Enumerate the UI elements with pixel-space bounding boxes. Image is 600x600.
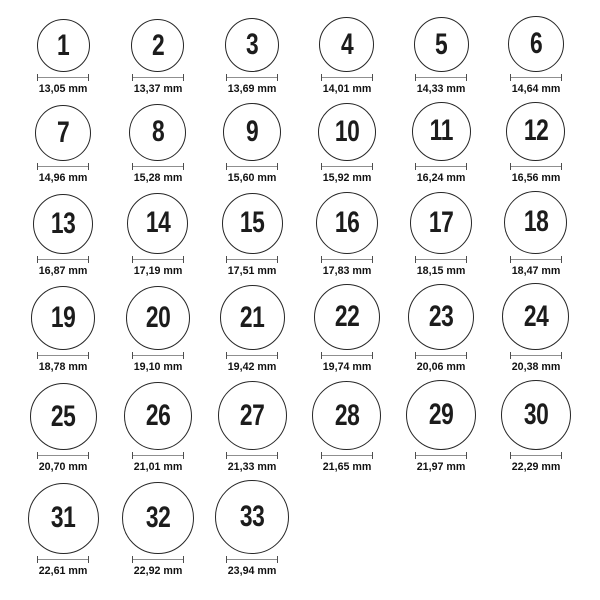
diameter-measure-line xyxy=(415,74,467,81)
diameter-label: 15,28 mm xyxy=(133,171,183,184)
ring-size-number: 1 xyxy=(57,28,70,62)
ring-size-item xyxy=(205,18,300,96)
ring-circle xyxy=(502,283,569,350)
diameter-measure-line xyxy=(132,452,184,459)
chart-row xyxy=(16,480,584,578)
ring-size-number: 31 xyxy=(50,501,76,535)
ring-circle xyxy=(501,380,571,450)
ring-size-item xyxy=(205,193,300,278)
diameter-label: 16,24 mm xyxy=(416,171,466,184)
ring-size-number: 32 xyxy=(145,500,171,534)
ring-size-item xyxy=(300,17,395,96)
ring-size-item xyxy=(205,480,300,578)
diameter-measure-line xyxy=(37,256,89,263)
diameter-label: 18,15 mm xyxy=(416,264,466,277)
diameter-measure-line xyxy=(37,556,89,563)
ring-size-item xyxy=(394,102,489,185)
diameter-label: 14,01 mm xyxy=(322,83,372,95)
ring-size-item xyxy=(489,16,584,96)
diameter-measure-line xyxy=(510,74,562,81)
ring-size-item xyxy=(489,283,584,374)
ring-size-item xyxy=(16,194,111,278)
ring-size-number: 22 xyxy=(334,300,360,334)
ring-circle xyxy=(126,286,190,350)
ring-size-item xyxy=(489,191,584,278)
diameter-measure-line xyxy=(37,352,89,359)
ring-size-number: 26 xyxy=(145,399,171,432)
chart-row xyxy=(16,191,584,278)
diameter-label: 21,97 mm xyxy=(416,461,466,473)
diameter-label: 17,83 mm xyxy=(322,264,372,277)
ring-circle xyxy=(508,16,564,72)
ring-circle xyxy=(131,19,184,72)
ring-circle xyxy=(127,193,188,254)
diameter-label: 22,92 mm xyxy=(133,564,183,577)
diameter-label: 16,56 mm xyxy=(511,171,561,184)
diameter-measure-line xyxy=(321,163,373,170)
diameter-label: 21,65 mm xyxy=(322,461,372,473)
ring-size-number: 12 xyxy=(523,114,549,148)
diameter-label: 14,96 mm xyxy=(38,171,88,184)
ring-circle xyxy=(33,194,93,254)
chart-row xyxy=(16,380,584,474)
ring-size-item xyxy=(111,104,206,185)
ring-size-number: 6 xyxy=(529,27,542,60)
ring-size-item xyxy=(300,192,395,278)
diameter-measure-line xyxy=(132,352,184,359)
ring-size-number: 17 xyxy=(428,205,454,239)
diameter-measure-line xyxy=(415,256,467,263)
diameter-measure-line xyxy=(37,163,89,170)
ring-size-item xyxy=(111,382,206,474)
ring-size-number: 28 xyxy=(334,398,360,432)
ring-circle xyxy=(318,103,376,161)
diameter-label: 19,10 mm xyxy=(133,361,183,374)
ring-size-number: 21 xyxy=(239,300,265,334)
diameter-label: 13,37 mm xyxy=(133,83,183,95)
ring-size-item xyxy=(205,285,300,374)
ring-size-item xyxy=(300,381,395,474)
ring-size-number: 14 xyxy=(145,206,171,239)
ring-size-item xyxy=(16,383,111,474)
ring-size-number: 27 xyxy=(239,398,265,432)
ring-size-number: 18 xyxy=(523,205,549,238)
ring-size-number: 4 xyxy=(340,27,353,61)
diameter-label: 14,64 mm xyxy=(511,83,561,95)
ring-circle xyxy=(406,380,476,450)
ring-circle xyxy=(506,102,565,161)
ring-size-number: 2 xyxy=(151,28,164,62)
diameter-measure-line xyxy=(132,556,184,563)
ring-size-item xyxy=(111,193,206,278)
ring-size-number: 11 xyxy=(429,114,453,148)
diameter-measure-line xyxy=(321,74,373,81)
ring-circle xyxy=(316,192,378,254)
diameter-measure-line xyxy=(37,74,89,81)
ring-size-number: 20 xyxy=(145,301,171,335)
ring-circle xyxy=(124,382,192,450)
chart-row xyxy=(16,16,584,96)
ring-circle xyxy=(222,193,283,254)
ring-size-item xyxy=(16,19,111,96)
ring-size-item xyxy=(16,105,111,185)
ring-size-item xyxy=(111,286,206,374)
ring-size-number: 19 xyxy=(50,301,76,335)
diameter-label: 15,92 mm xyxy=(322,171,372,184)
diameter-measure-line xyxy=(415,452,467,459)
ring-size-number: 30 xyxy=(523,398,549,431)
ring-size-number: 7 xyxy=(57,115,70,149)
ring-size-number: 25 xyxy=(50,399,76,433)
diameter-measure-line xyxy=(510,452,562,459)
ring-size-item xyxy=(205,381,300,474)
chart-row xyxy=(16,102,584,185)
ring-circle xyxy=(410,192,472,254)
diameter-label: 20,70 mm xyxy=(38,461,88,473)
ring-size-item xyxy=(300,103,395,185)
diameter-label: 21,01 mm xyxy=(133,461,183,473)
ring-size-number: 33 xyxy=(239,499,265,533)
ring-circle xyxy=(504,191,567,254)
diameter-measure-line xyxy=(226,74,278,81)
diameter-label: 22,61 mm xyxy=(38,564,88,577)
diameter-measure-line xyxy=(37,452,89,459)
ring-size-item xyxy=(16,286,111,374)
diameter-label: 17,19 mm xyxy=(133,264,183,277)
diameter-measure-line xyxy=(321,352,373,359)
ring-size-item xyxy=(300,284,395,374)
diameter-measure-line xyxy=(226,352,278,359)
diameter-measure-line xyxy=(321,256,373,263)
diameter-label: 18,78 mm xyxy=(38,361,88,374)
diameter-label: 22,29 mm xyxy=(511,461,561,473)
ring-size-number: 8 xyxy=(151,115,164,149)
diameter-measure-line xyxy=(132,74,184,81)
ring-circle xyxy=(215,480,289,554)
ring-circle xyxy=(129,104,186,161)
ring-size-number: 24 xyxy=(523,299,549,333)
ring-size-item xyxy=(394,17,489,96)
ring-size-number: 3 xyxy=(246,28,259,61)
diameter-label: 13,69 mm xyxy=(227,83,277,95)
ring-size-item xyxy=(489,102,584,185)
ring-circle xyxy=(408,284,474,350)
diameter-label: 17,51 mm xyxy=(227,264,277,277)
ring-size-number: 9 xyxy=(246,114,259,148)
ring-circle xyxy=(122,482,194,554)
diameter-measure-line xyxy=(510,163,562,170)
ring-size-number: 10 xyxy=(334,114,360,148)
ring-size-number: 23 xyxy=(428,300,454,334)
diameter-measure-line xyxy=(226,556,278,563)
ring-size-item xyxy=(16,483,111,578)
ring-circle xyxy=(414,17,469,72)
ring-circle xyxy=(30,383,97,450)
ring-circle xyxy=(223,103,281,161)
diameter-label: 20,38 mm xyxy=(511,361,561,374)
diameter-measure-line xyxy=(226,256,278,263)
ring-circle xyxy=(28,483,99,554)
diameter-label: 21,33 mm xyxy=(227,461,277,473)
diameter-label: 14,33 mm xyxy=(416,83,466,95)
diameter-label: 20,06 mm xyxy=(416,361,466,374)
diameter-measure-line xyxy=(415,163,467,170)
ring-circle xyxy=(31,286,95,350)
diameter-measure-line xyxy=(132,256,184,263)
ring-circle xyxy=(218,381,287,450)
diameter-label: 18,47 mm xyxy=(511,264,561,277)
ring-size-item xyxy=(394,380,489,474)
ring-size-item xyxy=(394,284,489,374)
diameter-measure-line xyxy=(226,452,278,459)
diameter-label: 23,94 mm xyxy=(227,564,277,577)
diameter-measure-line xyxy=(510,352,562,359)
ring-circle xyxy=(312,381,381,450)
ring-size-item xyxy=(394,192,489,278)
ring-size-number: 15 xyxy=(239,206,265,239)
ring-size-item xyxy=(489,380,584,474)
diameter-measure-line xyxy=(321,452,373,459)
ring-circle xyxy=(225,18,279,72)
ring-size-item xyxy=(205,103,300,185)
ring-size-number: 29 xyxy=(428,398,454,431)
ring-circle xyxy=(319,17,374,72)
ring-size-item xyxy=(111,19,206,96)
ring-size-number: 16 xyxy=(334,205,360,239)
chart-row xyxy=(16,283,584,374)
ring-size-item xyxy=(111,482,206,578)
diameter-measure-line xyxy=(132,163,184,170)
diameter-label: 15,60 mm xyxy=(227,171,277,184)
diameter-label: 19,74 mm xyxy=(322,361,372,374)
diameter-label: 13,05 mm xyxy=(38,83,88,95)
ring-circle xyxy=(37,19,90,72)
ring-circle xyxy=(220,285,285,350)
ring-size-number: 5 xyxy=(435,27,448,61)
diameter-label: 16,87 mm xyxy=(38,264,88,277)
diameter-measure-line xyxy=(415,352,467,359)
ring-circle xyxy=(314,284,380,350)
ring-circle xyxy=(412,102,471,161)
diameter-measure-line xyxy=(510,256,562,263)
ring-size-number: 13 xyxy=(50,206,76,240)
ring-circle xyxy=(35,105,91,161)
diameter-measure-line xyxy=(226,163,278,170)
diameter-label: 19,42 mm xyxy=(227,361,277,374)
